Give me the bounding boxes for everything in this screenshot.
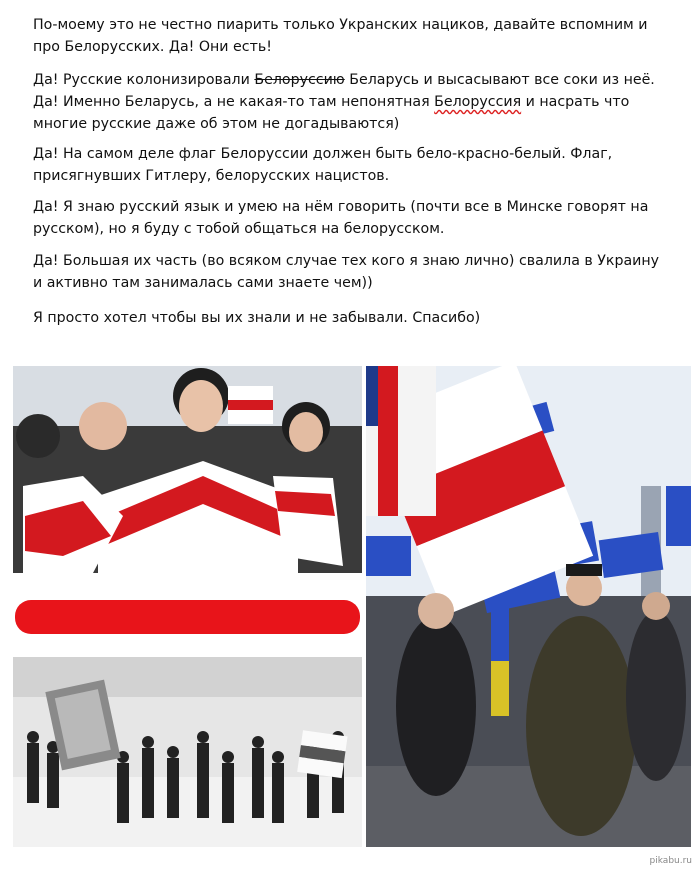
rally-photo [366,366,691,847]
p1-text-a: Да! Русские колонизировали [33,72,255,88]
paragraph-flag: Да! На самом деле флаг Белоруссии должен быть бело-красно-белый. Флаг, присягнувших Гитлеру, белорусских нацистов. [33,146,613,184]
paragraph-colonized [33,69,663,135]
paragraph-thanks: Я просто хотел чтобы вы их знали и не забывали. Спасибо) [33,310,481,326]
p1-text-b: Беларусь и высасывают все соки из неё. Да! Именно Беларусь, а не какая-то там непонятная [33,72,655,110]
underlined-word: Белоруссия [434,94,522,110]
p1-text-c: и насрать что многие русские даже об этом не догадываются) [33,94,630,132]
paragraph-language: Да! Я знаю русский язык и умею на нём говорить (почти все в Минске говорят на русском), но я буду с тобой общаться на белорусском. [33,199,649,237]
protest-photo-illustration [13,366,362,573]
paragraph-ukraine: Да! Большая их часть (во всяком случае тех кого я знаю лично) свалила в Украину и активно там занималась сами знаете чем)) [33,253,660,291]
intro-paragraph: По-моему это не честно пиарить только Укранских нациков, давайте вспомним и про Белорусских. Да! Они есть! [33,17,648,55]
watermark: pikabu.ru [649,856,692,866]
historical-march-illustration [13,657,362,847]
rally-photo-illustration [366,366,691,847]
historical-march-photo [13,657,362,847]
red-stripe-bar [15,600,360,634]
struck-word: Белоруссию [254,72,345,88]
protest-photo [13,366,362,573]
